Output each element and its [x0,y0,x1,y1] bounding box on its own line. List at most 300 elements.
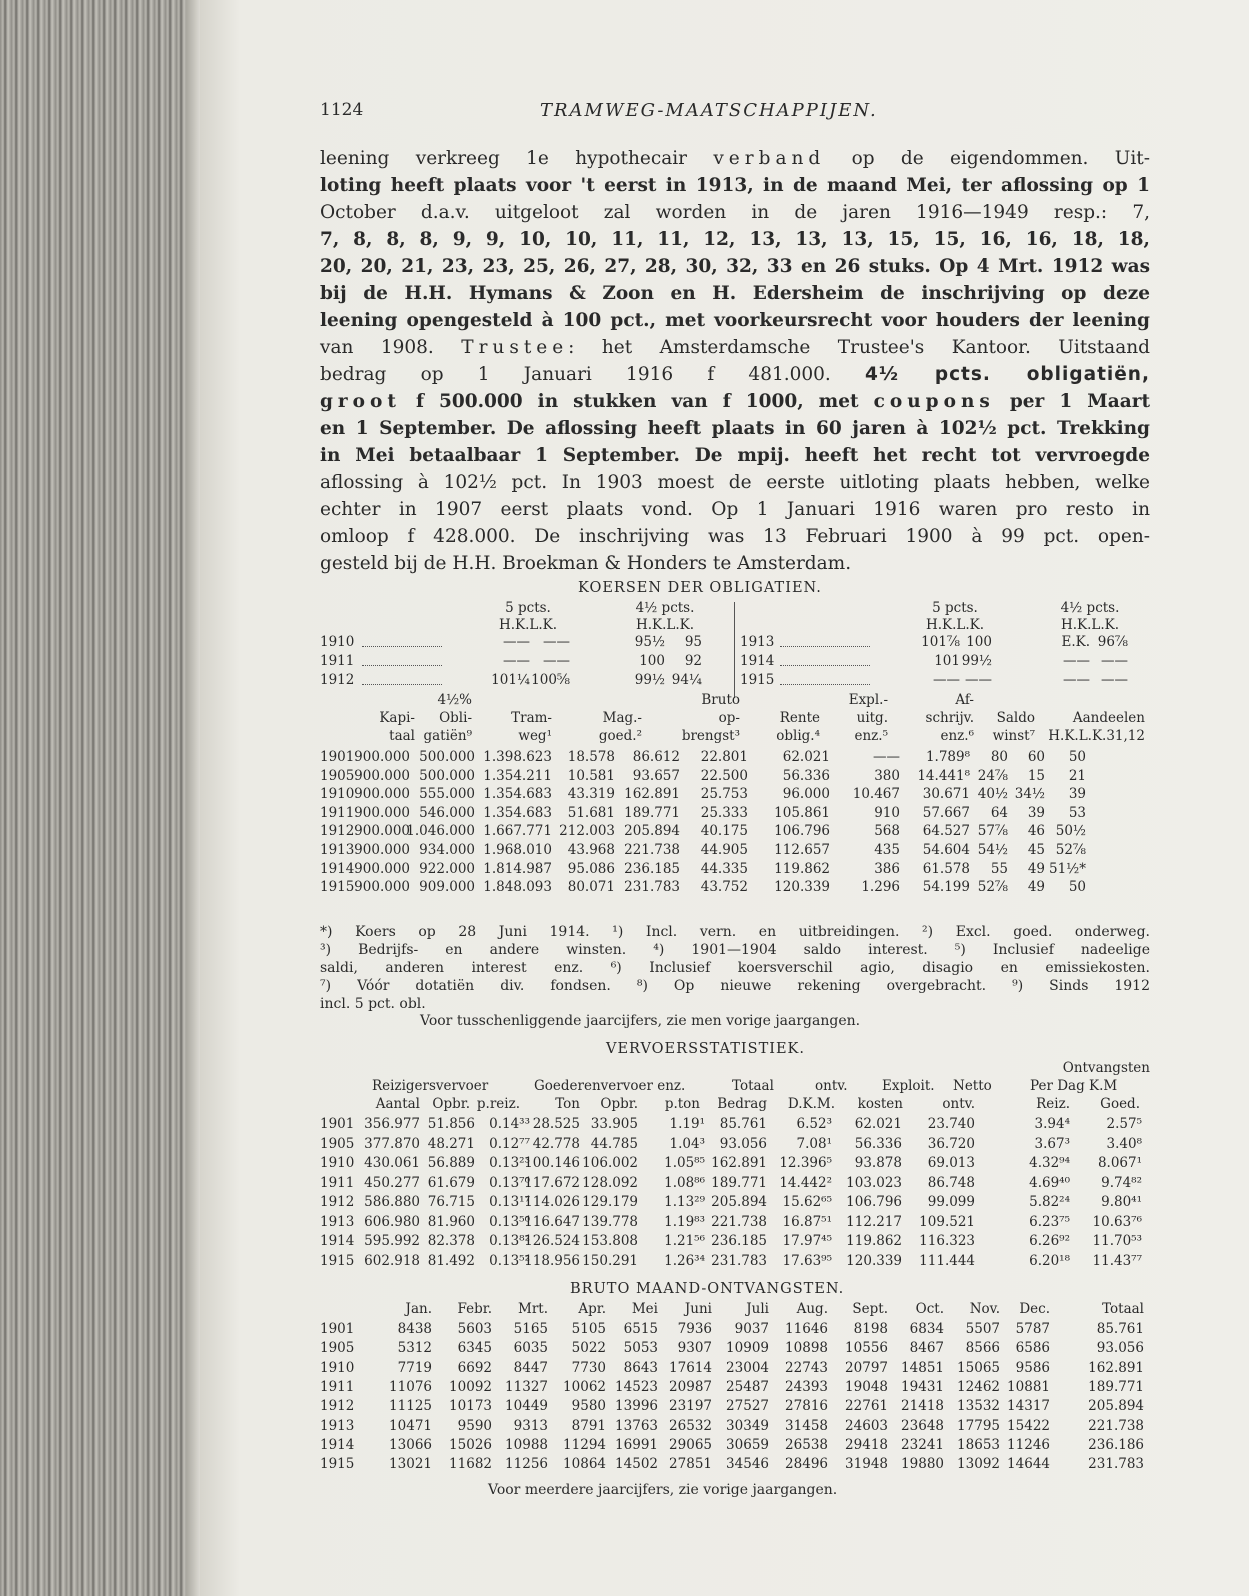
cell-value: 29418 [845,1436,888,1453]
paragraph-line: omloop f 428.000. De inschrijving was 13 Februari 1900 à 99 pct. open- [320,526,1150,547]
col-header: Mag.- [602,710,642,726]
cell-value: 606.980 [364,1213,420,1230]
cell-value: 900.000 [354,786,410,803]
col-header: Oct. [915,1301,944,1317]
cell-value: 205.894 [1088,1398,1144,1415]
cell-value: 900.000 [354,767,410,784]
cell-value: 231.783 [711,1252,767,1269]
cell-value: —— [503,634,530,650]
cell-value: 86.612 [632,749,680,765]
cell-value: 109.521 [919,1213,975,1230]
cell-value: 595.992 [364,1233,420,1249]
cell-value: 43.752 [700,879,748,896]
cell-value: 236.185 [624,860,680,877]
cell-value: 1.19¹ [669,1116,705,1132]
col-header: Opbr. [432,1096,470,1112]
paragraph-line: echter in 1907 eerst plaats vond. Op 1 Januari 1916 waren pro resto in [320,499,1150,520]
cell-value: 6692 [457,1359,492,1376]
cell-value: 6.52³ [796,1116,832,1132]
cell-value: 934.000 [419,842,475,858]
footnote: ³) Bedrijfs- en andere winsten. ⁴) 1901—1904 saldo interest. ⁵) Inclusief nadeelige [320,942,1150,958]
dot-leader [362,674,442,685]
paragraph-line: leening opengesteld à 100 pct., met voorkeursrecht voor houders der leening [320,310,1150,331]
cell-value: 9580 [571,1398,606,1415]
cell-value: 14317 [1007,1398,1050,1415]
cell-value: 9.80⁴¹ [1101,1194,1142,1210]
cell-value: 11.43⁷⁷ [1092,1252,1142,1269]
cell-value: 6.26⁹² [1029,1233,1070,1249]
row-year: 1912 [320,1194,355,1210]
cell-value: 49 [1027,860,1045,877]
cell-value: 555.000 [419,786,475,803]
cell-value: 82.378 [427,1233,475,1249]
cell-value: 22.500 [700,767,748,784]
cell-value: 56.336 [854,1135,902,1152]
cell-value: 900.000 [354,804,410,821]
cell-value: 1.05⁸⁵ [664,1155,705,1171]
finance-note: Voor tusschenliggende jaarcijfers, zie men vorige jaargangen. [420,1013,861,1029]
cell-value: 50 [1068,749,1086,765]
paragraph-line: leening verkreeg 1e hypothecair verband op de eigendommen. Uit- [320,148,1150,169]
cell-value: 33.905 [590,1116,638,1132]
col-header: Aug. [796,1301,828,1317]
cell-value: 6035 [513,1340,548,1357]
cell-value: 2.57⁵ [1106,1116,1142,1132]
cell-value: 14523 [615,1378,658,1395]
cell-value: 81.960 [427,1213,475,1230]
cell-value: 10471 [389,1417,432,1434]
row-year: 1915 [320,879,355,896]
cell-value: 910 [874,804,900,821]
cell-value: —— [873,749,900,765]
cell-value: 10092 [449,1378,492,1395]
cell-value: 13996 [615,1398,658,1415]
row-year: 1915 [740,672,775,688]
cell-value: 81.492 [427,1252,475,1269]
cell-value: —— [543,634,570,650]
cell-value: 1.08⁸⁶ [664,1174,705,1191]
col-header: enz.⁵ [854,728,888,744]
cell-value: 1.398.623 [483,749,552,765]
paragraph-line: in Mei betaalbaar 1 September. De mpij. heeft het recht tot vervroegde [320,445,1150,466]
cell-value: 44.905 [700,842,748,858]
cell-value: 43.968 [567,842,615,858]
col-header: Bruto [701,692,740,708]
cell-value: 150.291 [582,1252,638,1269]
cell-value: 162.891 [711,1155,767,1171]
cell-value: 19880 [901,1456,944,1473]
cell-value: —— [543,653,570,669]
col-header: H.K.L.K. [1060,617,1120,633]
cell-value: 236.185 [711,1233,767,1249]
cell-value: 51.856 [427,1116,475,1132]
cell-value: 24393 [785,1378,828,1395]
cell-value: 17795 [957,1417,1000,1434]
footnote: *) Koers op 28 Juni 1914. ¹) Incl. vern. en uitbreidingen. ²) Excl. goed. onderweg. [320,924,1150,940]
cell-value: 36.720 [927,1135,975,1152]
cell-value: 1.968.010 [483,842,552,858]
cell-value: 8438 [397,1321,432,1337]
cell-value: 15.62⁶⁵ [782,1194,832,1210]
cell-value: 386 [874,860,900,877]
row-year: 1911 [320,653,355,669]
cell-value: 8.067¹ [1097,1155,1142,1171]
cell-value: 5105 [571,1321,606,1337]
cell-value: 546.000 [419,804,475,821]
cell-value: 22743 [785,1359,828,1376]
cell-value: 116.647 [524,1213,580,1230]
col-header: gatiën⁹ [423,728,472,744]
cell-value: 153.808 [582,1233,638,1249]
cell-value: 435 [874,842,900,858]
row-year: 1910 [320,1359,355,1376]
cell-value: 17.97⁴⁵ [782,1233,832,1249]
cell-value: 118.956 [524,1252,580,1269]
cell-value: 356.977 [364,1116,420,1132]
col-header: Netto [953,1078,992,1094]
cell-value: 39 [1027,804,1045,821]
vervoer-title: VERVOERSSTATISTIEK. [606,1041,805,1057]
col-header: H.K.L.K. [925,617,985,633]
cell-value: 51.681 [567,804,615,821]
cell-value: 96⅞ [1097,634,1128,650]
cell-value: 57.667 [922,804,970,821]
row-year: 1912 [320,672,355,688]
row-year: 1912 [320,823,355,840]
cell-value: 10062 [563,1378,606,1395]
cell-value: 106.796 [774,823,830,840]
cell-value: 1.667.771 [483,823,552,840]
cell-value: 11256 [505,1456,548,1473]
cell-value: 221.738 [624,842,680,858]
cell-value: 4.32⁹⁴ [1029,1155,1070,1171]
book-spine-edge [0,0,200,1596]
cell-value: 6834 [909,1321,944,1337]
cell-value: 1.26³⁴ [664,1252,705,1269]
cell-value: 13763 [615,1417,658,1434]
col-header: Reizigersvervoer [372,1078,489,1094]
cell-value: 5053 [623,1340,658,1357]
cell-value: 0.13²³ [489,1155,530,1171]
cell-value: 44.335 [700,860,748,877]
cell-value: 568 [874,823,900,840]
cell-value: 23004 [726,1359,769,1376]
maand-title: BRUTO MAAND-ONTVANGSTEN. [570,1281,845,1297]
cell-value: 5312 [397,1340,432,1357]
cell-value: 9313 [513,1417,548,1434]
cell-value: 16991 [615,1436,658,1453]
cell-value: 27527 [726,1398,769,1415]
col-header: Apr. [578,1301,606,1317]
col-header: D.K.M. [787,1096,835,1112]
col-header: Aandeelen [1072,710,1145,726]
cell-value: —— [503,653,530,669]
cell-value: 61.578 [922,860,970,877]
maand-note: Voor meerdere jaarcijfers, zie vorige jaargangen. [488,1482,838,1498]
row-year: 1914 [320,1436,355,1453]
cell-value: 117.672 [524,1174,580,1191]
footnote: saldi, anderen interest enz. ⁶) Inclusief koersverschil agio, disagio en emissiekosten. [320,960,1150,976]
cell-value: 24603 [845,1417,888,1434]
row-year: 1913 [320,1417,355,1434]
cell-value: 5507 [965,1321,1000,1337]
cell-value: 25487 [726,1378,769,1395]
cell-value: 23241 [901,1436,944,1453]
cell-value: 1.354.683 [483,804,552,821]
col-header: Reiz. [1036,1096,1070,1112]
paragraph-line: 7, 8, 8, 8, 9, 9, 10, 10, 11, 11, 12, 13, 13, 13, 15, 15, 16, 16, 18, 18, [320,229,1150,250]
cell-value: 61.679 [427,1174,475,1191]
cell-value: 189.771 [711,1174,767,1191]
cell-value: 31948 [845,1456,888,1473]
col-header: Opbr. [600,1096,638,1112]
row-year: 1910 [320,786,355,803]
col-header: taal [389,728,415,744]
cell-value: 44.785 [590,1135,638,1152]
cell-value: 212.003 [559,823,615,840]
cell-value: 10.467 [852,786,900,803]
col-header: H.K.L.K.31,12 [1048,728,1145,744]
col-header: Exploit. [882,1078,935,1094]
cell-value: 54.604 [922,842,970,858]
cell-value: 112.657 [774,842,830,858]
cell-value: 0.13⁸² [489,1233,530,1249]
cell-value: 19048 [845,1378,888,1395]
cell-value: 20987 [669,1378,712,1395]
cell-value: 22761 [845,1398,888,1415]
cell-value: 100 [639,653,665,669]
footnote: incl. 5 pct. obl. [320,996,426,1012]
cell-value: 8566 [965,1340,1000,1357]
cell-value: 0.13¹⁷ [489,1194,530,1210]
cell-value: —— [1063,653,1090,669]
col-header: weg¹ [518,728,552,744]
cell-value: 13066 [389,1436,432,1453]
paragraph-line: bij de H.H. Hymans & Zoon en H. Edersheim de inschrijving op deze [320,283,1150,304]
col-header: Aantal [375,1096,420,1112]
cell-value: 11327 [505,1378,548,1395]
cell-value: 922.000 [419,860,475,877]
cell-value: 39 [1068,786,1086,803]
cell-value: 1.13²⁹ [664,1194,705,1210]
col-header: op- [718,710,740,726]
cell-value: 28.525 [532,1116,580,1132]
cell-value: 377.870 [364,1135,420,1152]
cell-value: 30.671 [922,786,970,803]
cell-value: 15422 [1007,1417,1050,1434]
cell-value: 95½ [634,634,665,650]
cell-value: 5022 [571,1340,606,1357]
cell-value: 13532 [957,1398,1000,1415]
cell-value: 9307 [677,1340,712,1357]
cell-value: 14.441⁸ [917,767,970,784]
cell-value: 8447 [513,1359,548,1376]
row-year: 1910 [320,634,355,650]
col-header: kosten [857,1096,903,1112]
cell-value: 13092 [957,1456,1000,1473]
cell-value: 0.13⁵² [489,1252,530,1269]
cell-value: 54.199 [922,879,970,896]
cell-value: 8467 [909,1340,944,1357]
cell-value: 16.87⁵¹ [782,1213,832,1230]
cell-value: 119.862 [774,860,830,877]
col-header: enz.⁶ [940,728,974,744]
cell-value: 26532 [669,1417,712,1434]
cell-value: 26538 [785,1436,828,1453]
cell-value: 101¼ [491,672,530,688]
cell-value: —— [1101,653,1128,669]
cell-value: 85.761 [1096,1321,1144,1337]
cell-value: 231.783 [1088,1456,1144,1473]
cell-value: 900.000 [354,879,410,896]
cell-value: 11294 [563,1436,606,1453]
col-header: Goederenvervoer enz. [534,1078,686,1094]
cell-value: 14851 [901,1359,944,1376]
cell-value: 10.581 [567,767,615,784]
cell-value: 139.778 [582,1213,638,1230]
row-year: 1905 [320,1135,355,1152]
paragraph-line: October d.a.v. uitgeloot zal worden in de jaren 1916—1949 resp.: 7, [320,202,1150,223]
col-header: oblig.⁴ [776,728,820,744]
cell-value: 13021 [389,1456,432,1473]
cell-value: 54½ [977,842,1008,858]
cell-value: 50 [1068,879,1086,896]
row-year: 1913 [320,842,355,858]
cell-value: 19431 [901,1378,944,1395]
col-header: Saldo [996,710,1035,726]
cell-value: 4.69⁴⁰ [1029,1174,1070,1191]
cell-value: 15 [1027,767,1045,784]
paragraph-line: groot f 500.000 in stukken van f 1000, met coupons per 1 Maart [320,391,1150,412]
col-header: ontv. [942,1096,975,1112]
cell-value: 0.14³³ [489,1116,530,1132]
cell-value: 21418 [901,1398,944,1415]
row-year: 1905 [320,1340,355,1357]
cell-value: 11125 [389,1398,432,1415]
cell-value: 62.021 [782,749,830,765]
row-year: 1914 [320,1233,355,1249]
cell-value: 100⅝ [531,672,570,688]
col-header: Totaal [1102,1301,1144,1317]
cell-value: 5787 [1015,1321,1050,1337]
cell-value: 93.878 [854,1155,902,1171]
col-header: 4½ pcts. [635,600,695,616]
cell-value: E.K. [1061,634,1090,650]
col-header: Af- [955,692,974,708]
cell-value: 119.862 [846,1233,902,1249]
cell-value: 126.524 [524,1233,580,1249]
cell-value: 5603 [457,1321,492,1337]
cell-value: 103.023 [846,1174,902,1191]
cell-value: 30659 [726,1436,769,1453]
cell-value: 30349 [726,1417,769,1434]
row-year: 1901 [320,1116,355,1132]
cell-value: 40½ [977,786,1008,803]
col-header: Ontvangsten [1062,1060,1150,1076]
cell-value: 128.092 [582,1174,638,1191]
cell-value: 15026 [449,1436,492,1453]
page-number: 1124 [320,100,364,120]
col-header: Dec. [1019,1301,1050,1317]
cell-value: 100 [966,634,992,650]
cell-value: 1.789⁸ [925,749,970,765]
cell-value: 11246 [1007,1436,1050,1453]
cell-value: 11.70⁵³ [1092,1233,1142,1249]
cell-value: 236.186 [1088,1436,1144,1453]
cell-value: 34546 [726,1456,769,1473]
cell-value: 14644 [1007,1456,1050,1473]
col-header: Ton [555,1096,580,1112]
cell-value: 94¼ [671,672,702,688]
col-header: Juli [746,1301,769,1317]
cell-value: 25.333 [700,804,748,821]
row-year: 1913 [740,634,775,650]
cell-value: 5165 [513,1321,548,1337]
cell-value: 6.23⁷⁵ [1029,1213,1070,1230]
cell-value: 57⅞ [977,823,1008,840]
cell-value: 10909 [726,1340,769,1357]
cell-value: 8791 [571,1417,606,1434]
cell-value: 51½* [1048,860,1086,877]
cell-value: 900.000 [354,749,410,765]
cell-value: 64.527 [922,823,970,840]
paragraph-line: bedrag op 1 Januari 1916 f 481.000. 4½ pcts. obligatiën, [320,364,1150,385]
col-header: H.K.L.K. [635,617,695,633]
col-header: goed.² [598,728,642,744]
cell-value: 3.94⁴ [1034,1116,1070,1132]
cell-value: 6586 [1015,1340,1050,1357]
row-year: 1911 [320,1378,355,1395]
koersen-title: KOERSEN DER OBLIGATIEN. [578,580,822,596]
cell-value: 900.000 [354,860,410,877]
cell-value: 60 [1027,749,1045,765]
cell-value: 114.026 [524,1194,580,1210]
col-header: Tram- [511,710,552,726]
col-header: Febr. [457,1301,492,1317]
cell-value: 6.20¹⁸ [1029,1252,1070,1269]
col-header: Jan. [405,1301,432,1317]
col-header: 5 pcts. [505,600,551,616]
col-header: Nov. [969,1301,1000,1317]
cell-value: 7.08¹ [796,1135,832,1152]
col-header: Kapi- [379,710,415,726]
cell-value: 25.753 [700,786,748,803]
cell-value: 3.67³ [1034,1135,1070,1152]
cell-value: 95 [684,634,702,650]
cell-value: 7730 [571,1359,606,1376]
paragraph-line: aflossing à 102½ pct. In 1903 moest de eerste uitloting plaats hebben, welke [320,472,1150,493]
cell-value: 10.63⁷⁶ [1092,1213,1142,1230]
cell-value: 1.21⁵⁶ [664,1233,705,1249]
col-header: 4½% [437,692,472,708]
col-header: brengst³ [681,728,740,744]
row-year: 1910 [320,1155,355,1171]
cell-value: 221.738 [1088,1417,1144,1434]
cell-value: 0.13⁷⁰ [489,1174,530,1191]
cell-value: 99½ [961,653,992,669]
cell-value: 99.099 [927,1194,975,1210]
cell-value: 7719 [397,1359,432,1376]
cell-value: 12.396⁵ [779,1155,832,1171]
running-title: TRAMWEG-MAATSCHAPPIJEN. [540,100,878,121]
cell-value: 62.021 [854,1116,902,1132]
cell-value: 380 [874,767,900,784]
cell-value: 10988 [505,1436,548,1453]
cell-value: 22.801 [700,749,748,765]
cell-value: 12462 [957,1378,1000,1395]
cell-value: 14502 [615,1456,658,1473]
cell-value: 3.40⁸ [1106,1135,1142,1152]
